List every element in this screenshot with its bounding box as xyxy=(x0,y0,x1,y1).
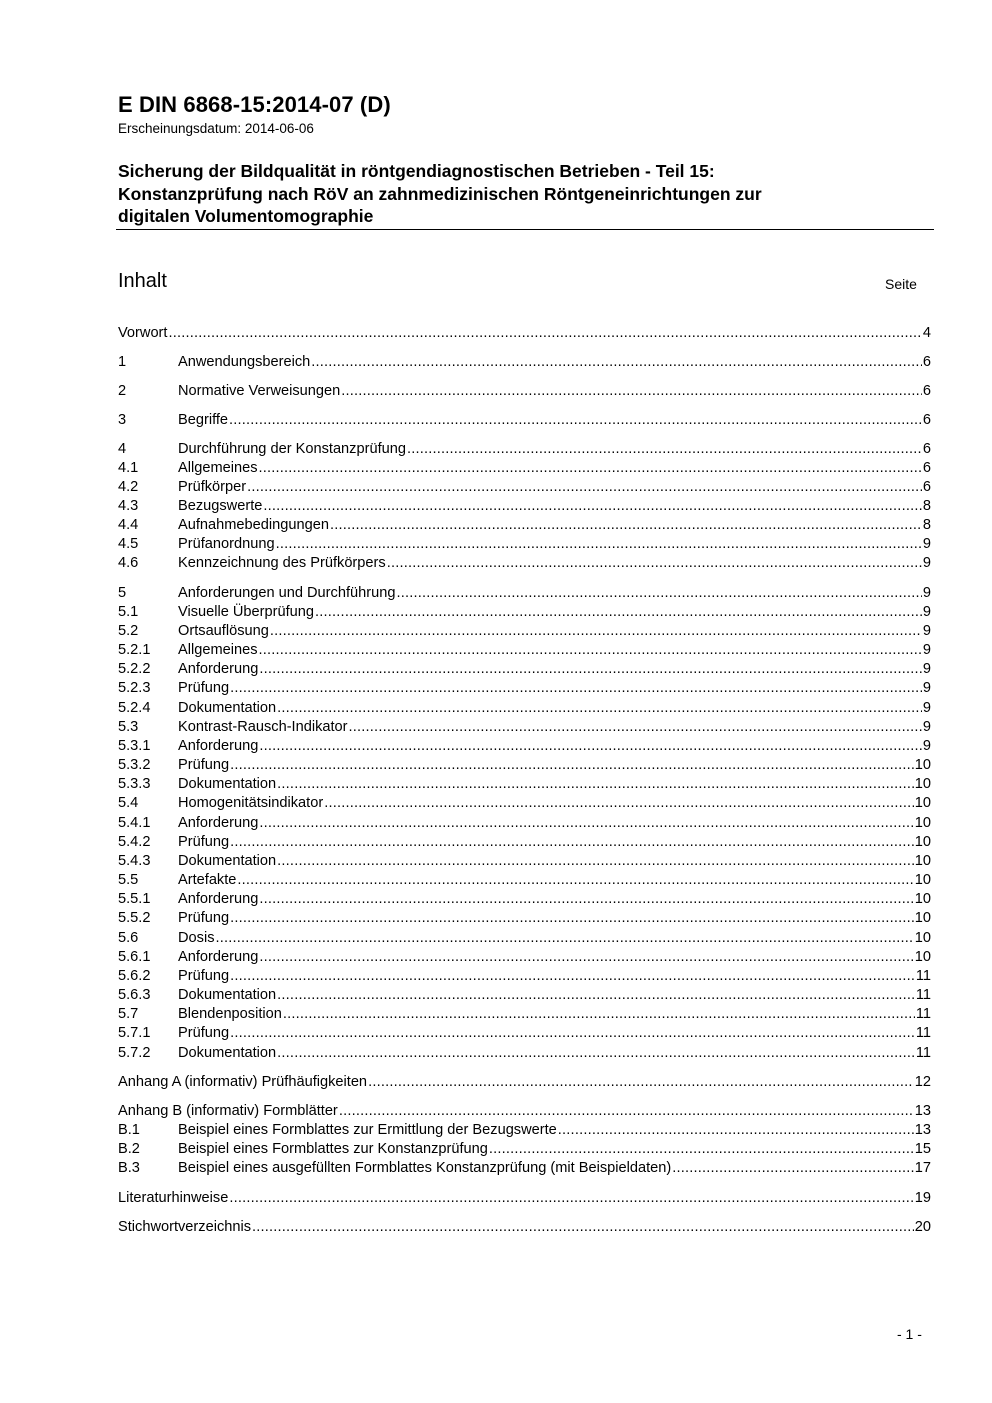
toc-entry-page: 10 xyxy=(914,834,931,850)
toc-entry-page: 10 xyxy=(914,776,931,792)
toc-leader-dots xyxy=(349,719,922,735)
toc-entry-title: Prüfung xyxy=(178,757,230,773)
toc-entry-number: B.3 xyxy=(118,1160,140,1176)
toc-entry[interactable] xyxy=(118,354,931,373)
toc-entry[interactable] xyxy=(118,642,931,661)
toc-entry[interactable] xyxy=(118,1190,931,1209)
toc-entry-number: 5.7.2 xyxy=(118,1045,151,1061)
toc-leader-dots xyxy=(259,460,922,476)
toc-entry-number: 5.1 xyxy=(118,604,139,620)
toc-entry-title: Dosis xyxy=(178,930,215,946)
toc-entry-title: Literaturhinweise xyxy=(118,1190,229,1206)
toc-entry-page: 8 xyxy=(922,517,931,533)
toc-entry-number: 5.5 xyxy=(118,872,139,888)
toc-leader-dots xyxy=(230,680,922,696)
toc-leader-dots xyxy=(324,795,914,811)
toc-leader-dots xyxy=(229,412,922,428)
toc-entry[interactable] xyxy=(118,738,931,757)
toc-entry-page: 10 xyxy=(914,930,931,946)
title-line: Konstanzprüfung nach RöV an zahnmedizinischen Röntgeneinrichtungen zur xyxy=(118,183,762,204)
toc-leader-dots xyxy=(277,853,914,869)
toc-entry-title: Prüfung xyxy=(178,1025,230,1041)
toc-entry-title: Anforderung xyxy=(178,815,259,831)
title-divider xyxy=(116,229,934,230)
toc-entry-title: Allgemeines xyxy=(178,642,258,658)
toc-entry-page: 20 xyxy=(914,1219,931,1235)
toc-entry[interactable] xyxy=(118,680,931,699)
title-line: Sicherung der Bildqualität in röntgendiagnostischen Betrieben - Teil 15: xyxy=(118,161,715,181)
toc-entry-page: 10 xyxy=(914,949,931,965)
toc-entry-title: Prüfung xyxy=(178,968,230,984)
toc-entry[interactable] xyxy=(118,1074,931,1093)
toc-entry-page: 10 xyxy=(914,853,931,869)
toc-entry-title: Aufnahmebedingungen xyxy=(178,517,329,533)
toc-entry-page: 9 xyxy=(922,623,931,639)
toc-entry[interactable] xyxy=(118,536,931,555)
toc-entry-page: 6 xyxy=(922,354,931,370)
toc-entry[interactable] xyxy=(118,1025,931,1044)
toc-leader-dots xyxy=(259,738,922,754)
toc-entry-number: 5.7 xyxy=(118,1006,139,1022)
toc-entry-number: 5.6.1 xyxy=(118,949,151,965)
toc-leader-dots xyxy=(339,1103,914,1119)
toc-entry[interactable] xyxy=(118,604,931,623)
toc-entry-title: Prüfkörper xyxy=(178,479,247,495)
toc-leader-dots xyxy=(558,1122,914,1138)
toc-leader-dots xyxy=(315,604,922,620)
toc-entry[interactable] xyxy=(118,987,931,1006)
toc-entry-page: 8 xyxy=(922,498,931,514)
toc-entry-number: 5 xyxy=(118,585,127,601)
toc-entry-number: B.1 xyxy=(118,1122,140,1138)
toc-entry[interactable] xyxy=(118,661,931,680)
toc-entry[interactable] xyxy=(118,412,931,431)
toc-entry-title: Prüfung xyxy=(178,834,230,850)
toc-entry[interactable] xyxy=(118,1219,931,1238)
toc-entry-number: 5.4.3 xyxy=(118,853,151,869)
toc-entry-title: Beispiel eines Formblattes zur Ermittlung der Bezugswerte xyxy=(178,1122,557,1138)
toc-entry-title: Prüfanordnung xyxy=(178,536,275,552)
toc-entry[interactable] xyxy=(118,1006,931,1025)
toc-leader-dots xyxy=(237,872,913,888)
toc-entry-page: 10 xyxy=(914,757,931,773)
toc-leader-dots xyxy=(259,891,913,907)
toc-entry-page: 11 xyxy=(915,1045,931,1061)
toc-heading: Inhalt xyxy=(118,270,167,292)
toc-entry-title: Begriffe xyxy=(178,412,229,428)
toc-entry-page: 9 xyxy=(922,585,931,601)
toc-entry-page: 17 xyxy=(914,1160,931,1176)
toc-entry-page: 9 xyxy=(922,738,931,754)
toc-entry-page: 6 xyxy=(922,460,931,476)
toc-entry[interactable] xyxy=(118,891,931,910)
toc-entry-number: 5.4.2 xyxy=(118,834,151,850)
toc-entry-number: 4.6 xyxy=(118,555,139,571)
toc-entry-title: Anforderung xyxy=(178,661,259,677)
toc-leader-dots xyxy=(276,536,922,552)
toc-leader-dots xyxy=(387,555,922,571)
toc-entry-title: Anforderung xyxy=(178,738,259,754)
toc-leader-dots xyxy=(247,479,922,495)
toc-leader-dots xyxy=(277,776,914,792)
toc-leader-dots xyxy=(230,910,914,926)
toc-entry-page: 6 xyxy=(922,479,931,495)
toc-entry-number: 5.2.2 xyxy=(118,661,151,677)
toc-entry[interactable] xyxy=(118,795,931,814)
toc-entry-number: 5.3 xyxy=(118,719,139,735)
toc-entry-number: B.2 xyxy=(118,1141,140,1157)
toc-entry-number: 5.7.1 xyxy=(118,1025,151,1041)
toc-entry-title: Beispiel eines ausgefüllten Formblattes Konstanzprüfung (mit Beispieldaten) xyxy=(178,1160,672,1176)
toc-entry-title: Anforderung xyxy=(178,891,259,907)
toc-leader-dots xyxy=(311,354,922,370)
toc-leader-dots xyxy=(277,700,922,716)
toc-entry[interactable] xyxy=(118,968,931,987)
toc-entry-page: 11 xyxy=(915,1025,931,1041)
toc-leader-dots xyxy=(396,585,921,601)
toc-entry-page: 6 xyxy=(922,441,931,457)
toc-entry-title: Anforderungen und Durchführung xyxy=(178,585,396,601)
toc-leader-dots xyxy=(368,1074,914,1090)
toc-leader-dots xyxy=(230,757,914,773)
toc-entry-page: 12 xyxy=(914,1074,931,1090)
toc-entry[interactable] xyxy=(118,910,931,929)
toc-entry-number: 4.1 xyxy=(118,460,139,476)
toc-entry-title: Dokumentation xyxy=(178,853,277,869)
toc-entry-title: Kennzeichnung des Prüfkörpers xyxy=(178,555,386,571)
toc-entry[interactable] xyxy=(118,700,931,719)
toc-entry-number: 3 xyxy=(118,412,127,428)
toc-entry[interactable] xyxy=(118,949,931,968)
toc-entry-number: 5.2.3 xyxy=(118,680,151,696)
toc-entry-number: 5.5.1 xyxy=(118,891,151,907)
toc-entry[interactable] xyxy=(118,1141,931,1160)
toc-entry-title: Homogenitätsindikator xyxy=(178,795,324,811)
toc-leader-dots xyxy=(277,1045,915,1061)
toc-entry-title: Anwendungsbereich xyxy=(178,354,311,370)
toc-leader-dots xyxy=(263,498,922,514)
toc-entry-title: Artefakte xyxy=(178,872,237,888)
toc-entry-number: 4.2 xyxy=(118,479,139,495)
toc-entry-number: 1 xyxy=(118,354,127,370)
toc-entry[interactable] xyxy=(118,479,931,498)
toc-entry-number: 4.3 xyxy=(118,498,139,514)
toc-entry-number: 5.6.3 xyxy=(118,987,151,1003)
toc-leader-dots xyxy=(330,517,922,533)
toc-leader-dots xyxy=(672,1160,914,1176)
toc-entry-number: 4 xyxy=(118,441,127,457)
toc-entry[interactable] xyxy=(118,1122,931,1141)
toc-entry[interactable] xyxy=(118,498,931,517)
toc-leader-dots xyxy=(270,623,922,639)
toc-entry-title: Ortsauflösung xyxy=(178,623,269,639)
title-line: digitalen Volumentomographie xyxy=(118,206,374,226)
toc-entry-title: Anhang B (informativ) Formblätter xyxy=(118,1103,338,1119)
toc-entry-title: Durchführung der Konstanzprüfung xyxy=(178,441,406,457)
toc-entry-title: Beispiel eines Formblattes zur Konstanzprüfung xyxy=(178,1141,488,1157)
toc-leader-dots xyxy=(407,441,922,457)
toc-entry-title: Stichwortverzeichnis xyxy=(118,1219,252,1235)
toc-entry-title: Allgemeines xyxy=(178,460,258,476)
toc-leader-dots xyxy=(341,383,922,399)
toc-entry[interactable] xyxy=(118,776,931,795)
toc-entry-title: Anhang A (informativ) Prüfhäufigkeiten xyxy=(118,1074,368,1090)
toc-leader-dots xyxy=(230,1025,915,1041)
toc-entry-title: Blendenposition xyxy=(178,1006,282,1022)
toc-entry[interactable] xyxy=(118,441,931,460)
toc-entry[interactable] xyxy=(118,517,931,536)
toc-entry[interactable] xyxy=(118,623,931,642)
toc-entry[interactable] xyxy=(118,853,931,872)
toc-entry-title: Dokumentation xyxy=(178,776,277,792)
toc-entry[interactable] xyxy=(118,383,931,402)
toc-entry[interactable] xyxy=(118,930,931,949)
toc-entry-title: Bezugswerte xyxy=(178,498,263,514)
toc-entry-page: 10 xyxy=(914,891,931,907)
toc-entry-page: 9 xyxy=(922,555,931,571)
toc-entry-number: 5.4 xyxy=(118,795,139,811)
toc-page-column-label: Seite xyxy=(885,276,917,292)
document-id: E DIN 6868-15:2014-07 (D) xyxy=(118,92,391,117)
toc-entry-title: Vorwort xyxy=(118,325,168,341)
toc-entry-page: 9 xyxy=(922,536,931,552)
publication-date: Erscheinungsdatum: 2014-06-06 xyxy=(118,121,314,136)
toc-entry-title: Dokumentation xyxy=(178,987,277,1003)
toc-entry-page: 11 xyxy=(915,1006,931,1022)
toc-entry-page: 11 xyxy=(915,987,931,1003)
toc-leader-dots xyxy=(230,834,914,850)
toc-entry-page: 15 xyxy=(914,1141,931,1157)
toc-entry-page: 10 xyxy=(914,872,931,888)
toc-entry[interactable] xyxy=(118,460,931,479)
toc-entry-page: 9 xyxy=(922,719,931,735)
toc-entry-number: 4.5 xyxy=(118,536,139,552)
toc-leader-dots xyxy=(259,642,922,658)
toc-entry-page: 9 xyxy=(922,680,931,696)
toc-leader-dots xyxy=(259,661,922,677)
toc-entry-page: 10 xyxy=(914,795,931,811)
page-number: - 1 - xyxy=(897,1326,922,1342)
toc-entry-page: 9 xyxy=(922,700,931,716)
toc-entry-page: 9 xyxy=(922,661,931,677)
toc-leader-dots xyxy=(168,325,921,341)
toc-entry[interactable] xyxy=(118,325,931,344)
toc-entry[interactable] xyxy=(118,757,931,776)
toc-entry[interactable] xyxy=(118,555,931,574)
toc-entry-page: 13 xyxy=(914,1103,931,1119)
toc-entry-number: 4.4 xyxy=(118,517,139,533)
toc-leader-dots xyxy=(259,815,913,831)
toc-entry-page: 10 xyxy=(914,815,931,831)
toc-entry-number: 5.6 xyxy=(118,930,139,946)
toc-leader-dots xyxy=(230,968,915,984)
toc-entry-title: Visuelle Überprüfung xyxy=(178,604,315,620)
toc-entry-page: 9 xyxy=(922,642,931,658)
toc-leader-dots xyxy=(277,987,915,1003)
toc-entry-page: 13 xyxy=(914,1122,931,1138)
toc-entry-page: 11 xyxy=(915,968,931,984)
toc-entry-title: Dokumentation xyxy=(178,1045,277,1061)
toc-entry-page: 4 xyxy=(922,325,931,341)
toc-entry[interactable] xyxy=(118,719,931,738)
toc-entry-title: Anforderung xyxy=(178,949,259,965)
toc-entry[interactable] xyxy=(118,1160,931,1179)
toc-entry-number: 5.2 xyxy=(118,623,139,639)
toc-entry-title: Normative Verweisungen xyxy=(178,383,341,399)
toc-entry[interactable] xyxy=(118,815,931,834)
toc-entry-title: Prüfung xyxy=(178,680,230,696)
document-title xyxy=(118,160,918,228)
toc-entry-number: 5.3.1 xyxy=(118,738,151,754)
toc-entry[interactable] xyxy=(118,872,931,891)
toc-leader-dots xyxy=(216,930,914,946)
toc-entry-title: Prüfung xyxy=(178,910,230,926)
toc-entry-number: 5.4.1 xyxy=(118,815,151,831)
toc-leader-dots xyxy=(259,949,913,965)
toc-entry-page: 10 xyxy=(914,910,931,926)
toc-entry[interactable] xyxy=(118,585,931,604)
toc-entry-number: 5.6.2 xyxy=(118,968,151,984)
toc-leader-dots xyxy=(229,1190,913,1206)
toc-entry[interactable] xyxy=(118,834,931,853)
toc-entry-number: 5.3.3 xyxy=(118,776,151,792)
toc-entry-number: 5.5.2 xyxy=(118,910,151,926)
toc-entry-page: 9 xyxy=(922,604,931,620)
toc-entry-title: Dokumentation xyxy=(178,700,277,716)
toc-leader-dots xyxy=(489,1141,914,1157)
toc-entry[interactable] xyxy=(118,1045,931,1064)
toc-entry-page: 6 xyxy=(922,383,931,399)
toc-entry-number: 2 xyxy=(118,383,127,399)
toc-leader-dots xyxy=(283,1006,915,1022)
toc-entry-page: 6 xyxy=(922,412,931,428)
toc-entry-title: Kontrast-Rausch-Indikator xyxy=(178,719,348,735)
toc-entry-number: 5.3.2 xyxy=(118,757,151,773)
toc-entry-page: 19 xyxy=(914,1190,931,1206)
toc-entry[interactable] xyxy=(118,1103,931,1122)
toc-entry-number: 5.2.4 xyxy=(118,700,151,716)
toc-entry-number: 5.2.1 xyxy=(118,642,151,658)
toc-leader-dots xyxy=(252,1219,914,1235)
